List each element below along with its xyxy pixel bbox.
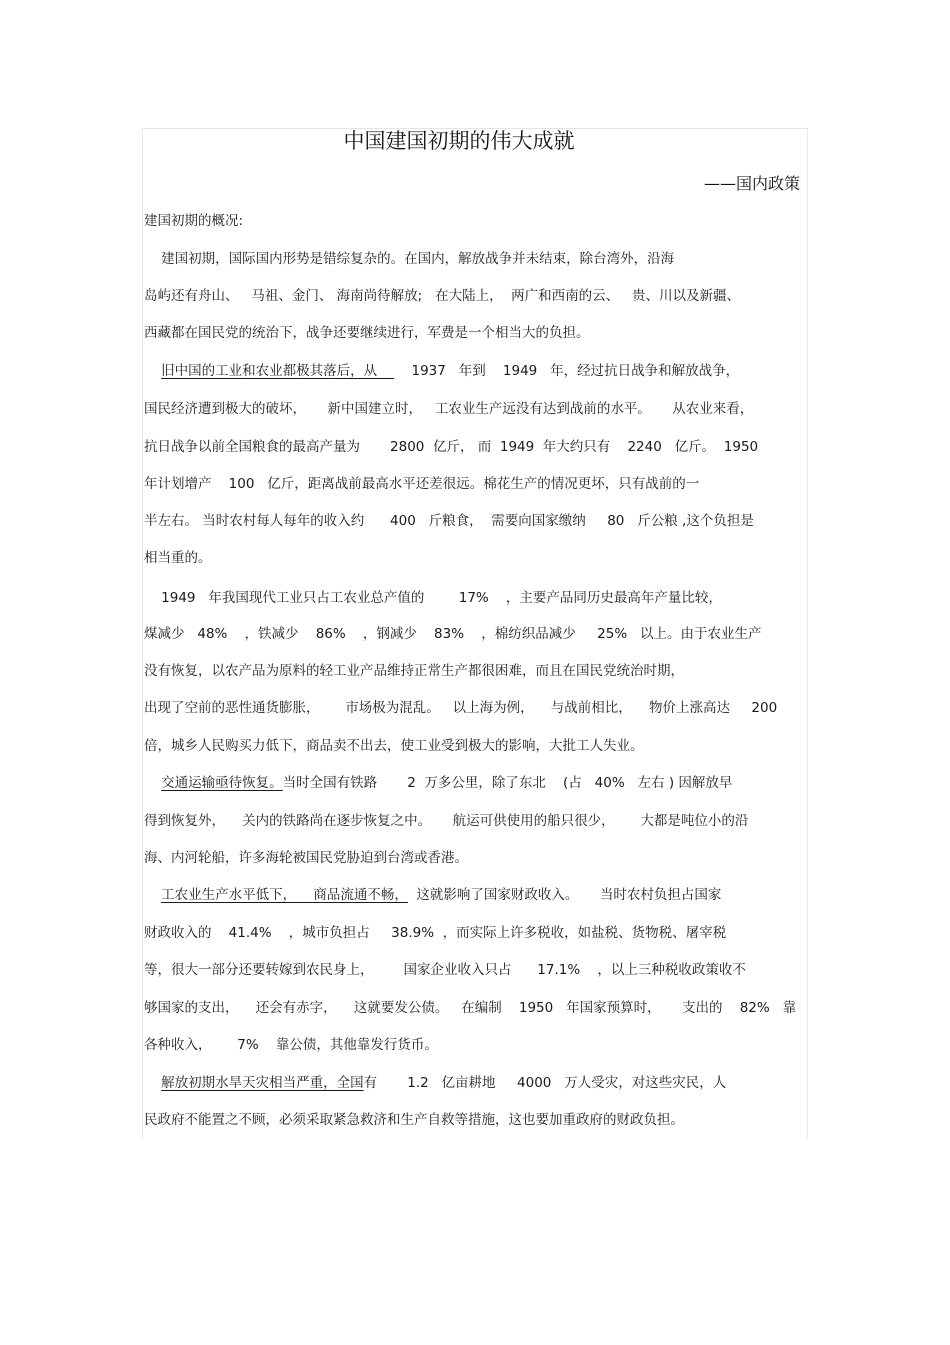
paragraph-line — [144, 361, 739, 381]
paragraph-line: 没有恢复，以农产品为原料的轻工业产品维持正常生产都很困难，而且在国民党统治时期， — [144, 663, 684, 679]
document-subtitle: ——国内政策 — [703, 174, 800, 193]
paragraph-line: 出现了空前的恶性通货膨胀， 市场极为混乱。 以上海为例， 与战前相比， 物价上涨高达 200 — [144, 700, 778, 716]
paragraph-line: 1949 年我国现代工业只占工农业总产值的 17% ，主要产品同历史最高年产量比较， — [144, 590, 722, 606]
paragraph-line: 抗日战争以前全国粮食的最高产量为 2800 亿斤， 而 1949 年大约只有 2240 亿斤。 1950 — [144, 439, 759, 455]
paragraph-line: 建国初期，国际国内形势是错综复杂的。在国内，解放战争并未结束，除台湾外，沿海 — [144, 251, 675, 267]
paragraph-line: 相当重的。 — [144, 550, 212, 566]
paragraph-line: 得到恢复外， 关内的铁路尚在逐步恢复之中。 航运可供使用的船只很少， 大都是吨位小的沿 — [144, 813, 749, 829]
paragraph-line: 岛屿还有舟山、 马祖、金门、 海南尚待解放; 在大陆上， 两广和西南的云、 贵、川以及新疆、 — [144, 288, 741, 304]
paragraph-line — [144, 1073, 726, 1093]
paragraph-line: 国民经济遭到极大的破坏， 新中国建立时， 工农业生产远没有达到战前的水平。 从农业来看， — [144, 401, 754, 417]
paragraph-line: 煤减少 48% ，铁减少 86% ，钢减少 83% ，棉纺织品减少 25% 以上。由于农业生产 — [144, 626, 762, 642]
underlined-phrase: 交通运输亟待恢复。 — [161, 775, 283, 791]
paragraph-line: 等，很大一部分还要转嫁到农民身上， 国家企业收入只占 17.1% ，以上三种税收政策收不 — [144, 962, 746, 978]
section-heading: 建国初期的概况: — [144, 213, 244, 229]
line-text: 1937 年到 1949 年，经过抗日战争和解放战争， — [394, 363, 740, 379]
paragraph-line: 各种收入， 7% 靠公债，其他靠发行货币。 — [144, 1037, 438, 1053]
underlined-phrase: 解放初期水旱天灾相当严重，全国 — [161, 1075, 364, 1091]
line-text: 这就影响了国家财政收入。 当时农村负担占国家 — [407, 887, 722, 903]
paragraph-line: 年计划增产 100 亿斤，距离战前最高水平还差很远。棉花生产的情况更坏，只有战前的一 — [144, 476, 700, 492]
paragraph-line: 半左右。 当时农村每人每年的收入约 400 斤粮食， 需要向国家缴纳 80 斤公粮 ,这个负担是 — [144, 513, 754, 529]
paragraph-line: 财政收入的 41.4% ，城市负担占 38.9% ，而实际上许多税收，如盐税、货物税、屠宰税 — [144, 925, 727, 941]
paragraph-line: 倍，城乡人民购买力低下，商品卖不出去，使工业受到极大的影响，大批工人失业。 — [144, 738, 644, 754]
underlined-phrase: 旧中国的工业和农业都极其落后，从 — [161, 363, 395, 379]
paragraph-line: 民政府不能置之不顾，必须采取紧急救济和生产自救等措施，这也要加重政府的财政负担。 — [144, 1112, 684, 1128]
paragraph-line — [144, 885, 721, 905]
line-text: 有 1.2 亿亩耕地 4000 万人受灾，对这些灾民，人 — [363, 1075, 727, 1091]
paragraph-line: 海、内河轮船，许多海轮被国民党胁迫到台湾或香港。 — [144, 850, 468, 866]
paragraph-line: 西藏都在国民党的统治下，战争还要继续进行，军费是一个相当大的负担。 — [144, 325, 590, 341]
paragraph-line: 够国家的支出， 还会有赤字， 这就要发公债。 在编制 1950 年国家预算时， 支出的 82% 靠 — [144, 1000, 797, 1016]
underlined-phrase: 工农业生产水平低下， 商品流通不畅， — [161, 887, 408, 903]
paragraph-line — [144, 773, 732, 793]
line-text: 当时全国有铁路 2 万多公里，除了东北 (占 40% 左右 ) 因解放早 — [282, 775, 733, 791]
document-title: 中国建国初期的伟大成就 — [343, 129, 575, 153]
